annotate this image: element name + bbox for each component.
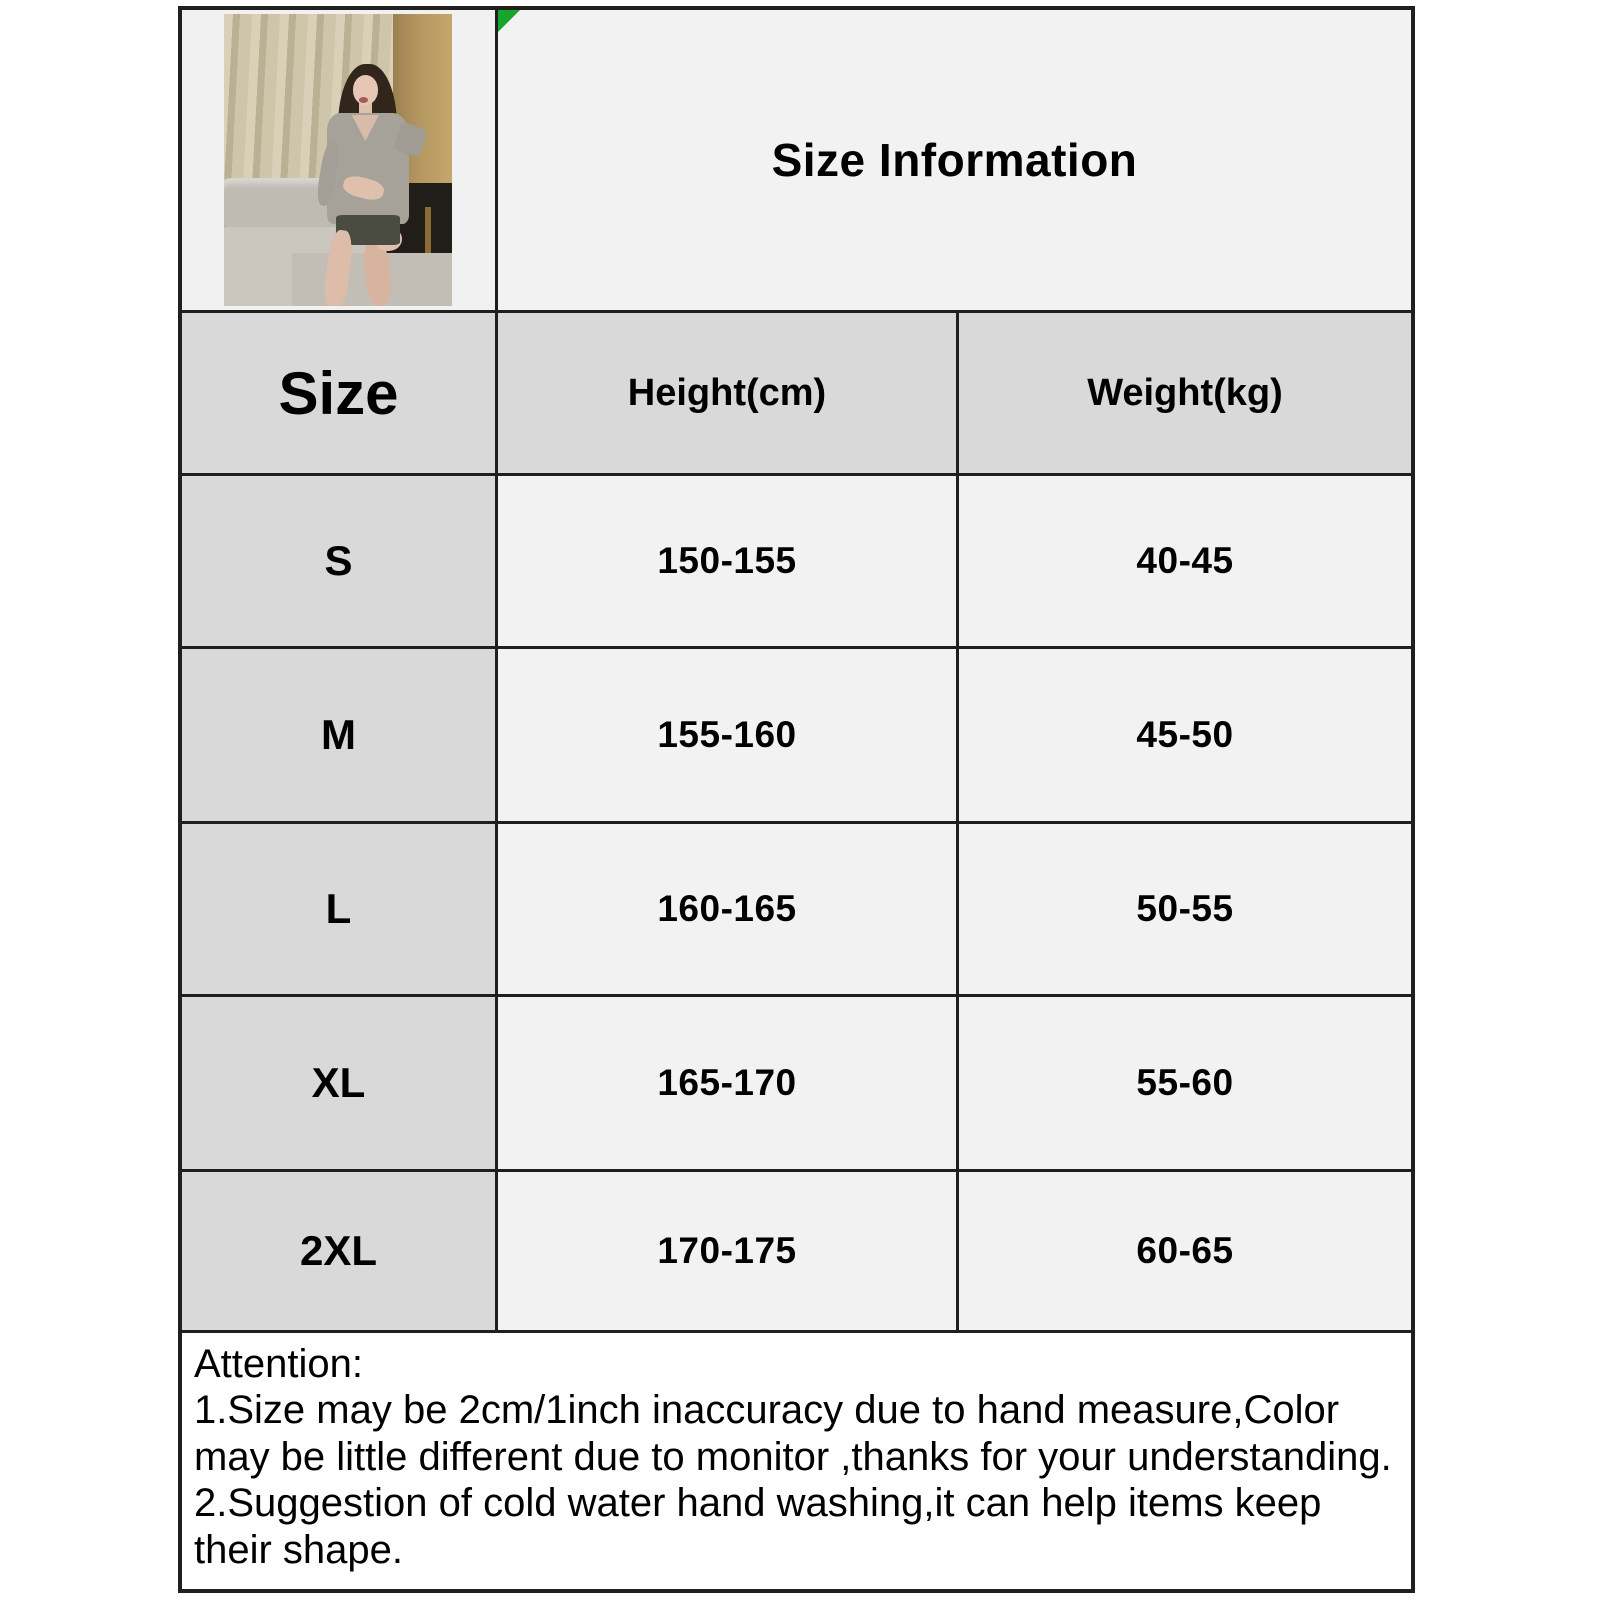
attention-note-1: 1.Size may be 2cm/1inch inaccuracy due to hand measure,Color may be little different due to monitor ,thanks for your understanding.	[194, 1388, 1392, 1479]
column-header-height: Height(cm)	[498, 313, 956, 473]
page-title: Size Information	[771, 134, 1138, 186]
attention-note-2: 2.Suggestion of cold water hand washing,it can help items keep their shape.	[194, 1481, 1322, 1572]
title-cell	[498, 10, 1411, 310]
row-l-size-label: L	[182, 824, 495, 994]
row-s-height-value: 150-155	[498, 476, 956, 646]
row-l-weight-value: 50-55	[959, 824, 1411, 994]
row-m-weight-value: 45-50	[959, 649, 1411, 821]
row-xl-size-label: XL	[182, 997, 495, 1169]
row-s-size-label: S	[182, 476, 495, 646]
row-xl-height-value: 165-170	[498, 997, 956, 1169]
row-2xl-size-label: 2XL	[182, 1172, 495, 1330]
row-2xl-height-value: 170-175	[498, 1172, 956, 1330]
row-2xl-weight-value: 60-65	[959, 1172, 1411, 1330]
size-information-table	[178, 6, 1415, 1593]
column-header-size: Size	[182, 313, 495, 473]
row-l-height-value: 160-165	[498, 824, 956, 994]
row-s-weight-value: 40-45	[959, 476, 1411, 646]
row-m-height-value: 155-160	[498, 649, 956, 821]
column-header-weight: Weight(kg)	[959, 313, 1411, 473]
product-photo	[224, 14, 452, 306]
attention-heading: Attention:	[194, 1342, 364, 1386]
row-m-size-label: M	[182, 649, 495, 821]
attention-section	[182, 1333, 1411, 1589]
model-lips	[359, 97, 368, 103]
product-photo-cell	[182, 10, 495, 310]
excel-corner-flag-icon	[498, 10, 520, 32]
row-xl-weight-value: 55-60	[959, 997, 1411, 1169]
